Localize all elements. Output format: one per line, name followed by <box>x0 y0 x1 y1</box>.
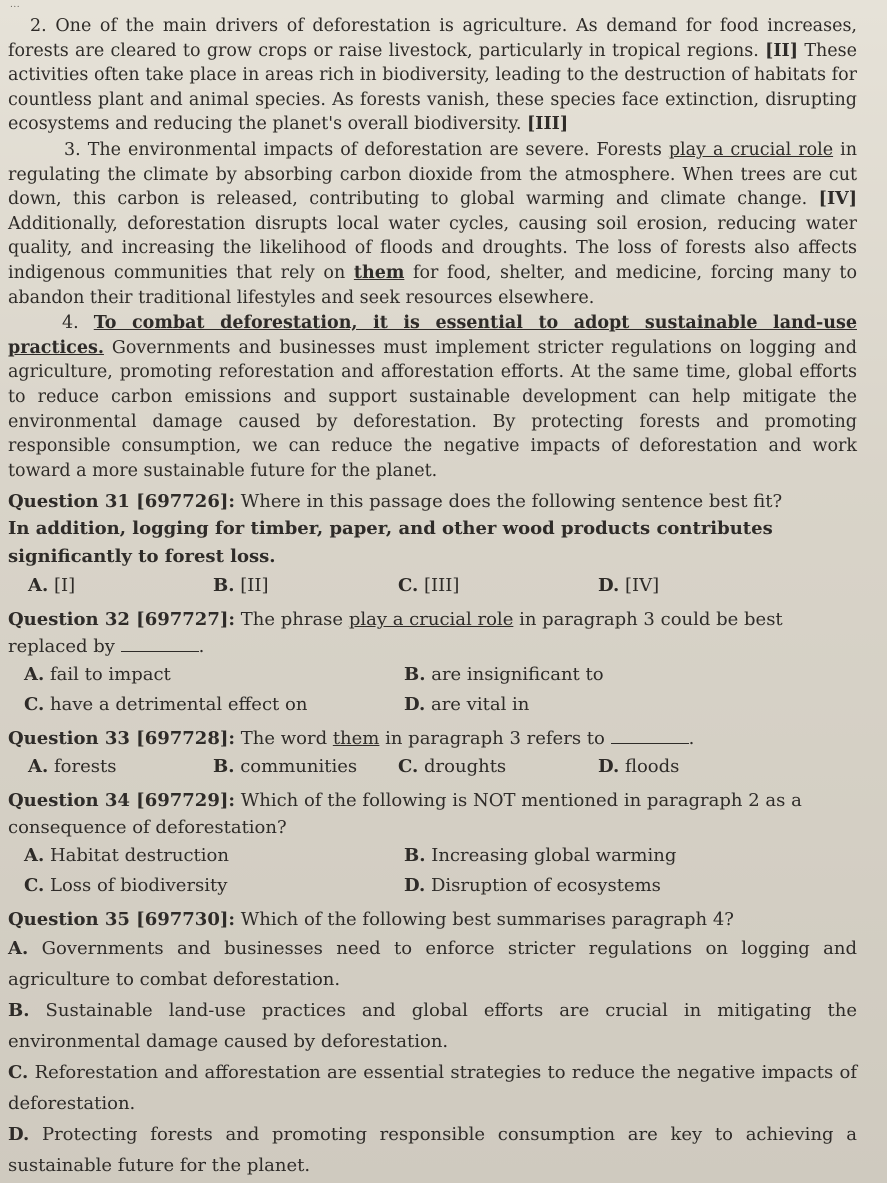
question-35-option-b[interactable] <box>8 995 857 1057</box>
question-33-options <box>8 752 857 782</box>
question-34-option-b[interactable] <box>404 841 804 871</box>
question-32-phrase: play a crucial role <box>348 609 514 631</box>
question-34 <box>8 787 857 841</box>
question-31-text: Where in this passage does the following sentence best fit? <box>240 491 783 513</box>
option-text: communities <box>240 756 358 778</box>
question-32-options <box>8 660 857 720</box>
question-32 <box>8 606 857 660</box>
question-31-option-b[interactable] <box>213 571 398 601</box>
option-letter: A. <box>24 845 45 867</box>
option-text: fail to impact <box>49 664 171 686</box>
option-text: [II] <box>240 575 269 597</box>
option-letter: A. <box>8 938 29 960</box>
question-32-text-b: in paragraph 3 could be best replaced by <box>8 609 783 658</box>
paragraph-4-text-b: Governments and businesses must implement stricter regulations on logging and agriculture, promoting reforestation and afforestation efforts. At the same time, global efforts to reduce carbon emissions and support sustainable development can help mitigate the environmental damage caused by deforestation. By protecting forests and promoting responsible consumption, we can reduce the negative impacts of deforestation and work toward a more sustainable future for the planet. <box>8 337 857 481</box>
option-text: Sustainable land-use practices and global efforts are crucial in mitigating the environmental damage caused by deforestation. <box>8 1000 857 1053</box>
option-text: [IV] <box>624 575 660 597</box>
paragraph-3-text-c: Additionally, deforestation disrupts local water cycles, causing soil erosion, reducing water quality, and increasing the likelihood of floods and droughts. The loss of forests also affects indigenous communities that rely on <box>8 213 857 283</box>
question-34-text: Which of the following is NOT mentioned in paragraph 2 as a consequence of deforestation? <box>8 790 802 839</box>
option-text: Reforestation and afforestation are essential strategies to reduce the negative impacts of deforestation. <box>8 1062 857 1115</box>
option-letter: C. <box>398 575 419 597</box>
question-34-options <box>8 841 857 901</box>
question-32-label: Question 32 [697727]: <box>8 609 236 631</box>
question-33-label: Question 33 [697728]: <box>8 728 236 750</box>
phrase-play-a-crucial-role: play a crucial role <box>668 139 834 160</box>
question-33-word: them <box>332 728 380 750</box>
option-letter: B. <box>404 664 426 686</box>
question-31-sentence: In addition, logging for timber, paper, and other wood products contributes significantly to forest loss. <box>8 518 773 568</box>
question-34-option-c[interactable] <box>24 871 404 901</box>
question-35 <box>8 906 857 933</box>
paragraph-3-text-a: 3. The environmental impacts of deforestation are severe. Forests <box>64 139 662 160</box>
option-letter: D. <box>598 756 620 778</box>
option-letter: D. <box>598 575 620 597</box>
option-letter: C. <box>398 756 419 778</box>
paragraph-2-text-a: 2. One of the main drivers of deforestation is agriculture. As demand for food increases, forests are cleared to grow crops or raise livestock, particularly in tropical regions. <box>8 16 857 61</box>
question-33 <box>8 725 857 752</box>
paragraph-2 <box>8 14 857 137</box>
paragraph-3 <box>8 138 857 310</box>
question-33-option-b[interactable] <box>213 752 398 782</box>
option-letter: C. <box>8 1062 29 1084</box>
option-text: are insignificant to <box>431 664 604 686</box>
option-letter: C. <box>24 694 45 716</box>
question-35-option-d[interactable] <box>8 1119 857 1181</box>
question-32-option-a[interactable] <box>24 660 404 690</box>
question-33-option-c[interactable] <box>398 752 598 782</box>
question-33-option-a[interactable] <box>28 752 213 782</box>
marker-iii: [III] <box>527 114 569 135</box>
question-31-option-d[interactable] <box>598 571 798 601</box>
option-letter: D. <box>8 1124 30 1146</box>
question-32-option-b[interactable] <box>404 660 804 690</box>
question-35-option-c[interactable] <box>8 1057 857 1119</box>
question-31-options <box>8 571 857 601</box>
option-text: Protecting forests and promoting responsible consumption are key to achieving a sustainable future for the planet. <box>8 1124 857 1177</box>
question-34-option-a[interactable] <box>24 841 404 871</box>
marker-ii: [II] <box>765 40 799 61</box>
answer-blank[interactable] <box>611 742 689 744</box>
option-text: [III] <box>424 575 460 597</box>
paragraph-4-number: 4. <box>62 313 79 334</box>
option-text: have a detrimental effect on <box>50 694 308 716</box>
option-text: forests <box>53 756 117 778</box>
question-31-label: Question 31 [697726]: <box>8 491 236 513</box>
option-letter: A. <box>28 575 49 597</box>
option-text: Loss of biodiversity <box>50 875 228 897</box>
option-letter: A. <box>28 756 49 778</box>
question-33-text-b: in paragraph 3 refers to <box>385 728 605 750</box>
question-35-label: Question 35 [697730]: <box>8 909 236 931</box>
word-them: them <box>353 262 405 283</box>
question-31-option-c[interactable] <box>398 571 598 601</box>
question-33-end: . <box>688 728 695 750</box>
option-text: Increasing global warming <box>431 845 677 867</box>
question-31 <box>8 488 857 515</box>
answer-blank[interactable] <box>121 650 199 652</box>
question-35-option-a[interactable] <box>8 933 857 995</box>
question-32-option-c[interactable] <box>24 690 404 720</box>
question-34-label: Question 34 [697729]: <box>8 790 236 812</box>
option-letter: A. <box>24 664 45 686</box>
option-text: Habitat destruction <box>49 845 229 867</box>
option-text: Governments and businesses need to enforce stricter regulations on logging and agriculture to combat deforestation. <box>8 938 857 991</box>
option-text: are vital in <box>430 694 530 716</box>
option-letter: B. <box>8 1000 30 1022</box>
question-32-end: . <box>198 636 205 658</box>
option-letter: B. <box>213 575 235 597</box>
paragraph-3-text-d: for food, shelter, and medicine, forcing many to abandon their traditional lifestyles and seek resources elsewhere. <box>8 262 857 308</box>
option-letter: D. <box>404 875 426 897</box>
paragraph-4 <box>8 311 857 483</box>
option-text: [I] <box>53 575 76 597</box>
header-tag: ... <box>10 0 21 10</box>
option-text: Disruption of ecosystems <box>430 875 661 897</box>
question-34-option-d[interactable] <box>404 871 804 901</box>
option-letter: B. <box>213 756 235 778</box>
option-text: droughts <box>424 756 507 778</box>
question-32-option-d[interactable] <box>404 690 804 720</box>
question-33-option-d[interactable] <box>598 752 798 782</box>
question-35-text: Which of the following best summarises paragraph 4? <box>240 909 734 931</box>
question-33-text-a: The word <box>240 728 328 750</box>
marker-iv: [IV] <box>818 189 857 210</box>
option-letter: B. <box>404 845 426 867</box>
question-32-text-a: The phrase <box>240 609 344 631</box>
paragraph-4-topic-sentence: To combat deforestation, it is essential to adopt sustainable land-use practices. <box>8 313 857 358</box>
paragraph-2-text-b: These activities often take place in areas rich in biodiversity, leading to the destruction of habitats for countless plant and animal species. As forests vanish, these species face extinction, disrupting ecosystems and reducing the planet's overall biodiversity. <box>8 40 857 135</box>
option-letter: C. <box>24 875 45 897</box>
question-31-option-a[interactable] <box>28 571 213 601</box>
option-text: floods <box>624 756 680 778</box>
option-letter: D. <box>404 694 426 716</box>
paragraph-3-text-b: in regulating the climate by absorbing carbon dioxide from the atmosphere. When trees are cut down, this carbon is released, contributing to global warming and climate change. <box>8 139 857 210</box>
